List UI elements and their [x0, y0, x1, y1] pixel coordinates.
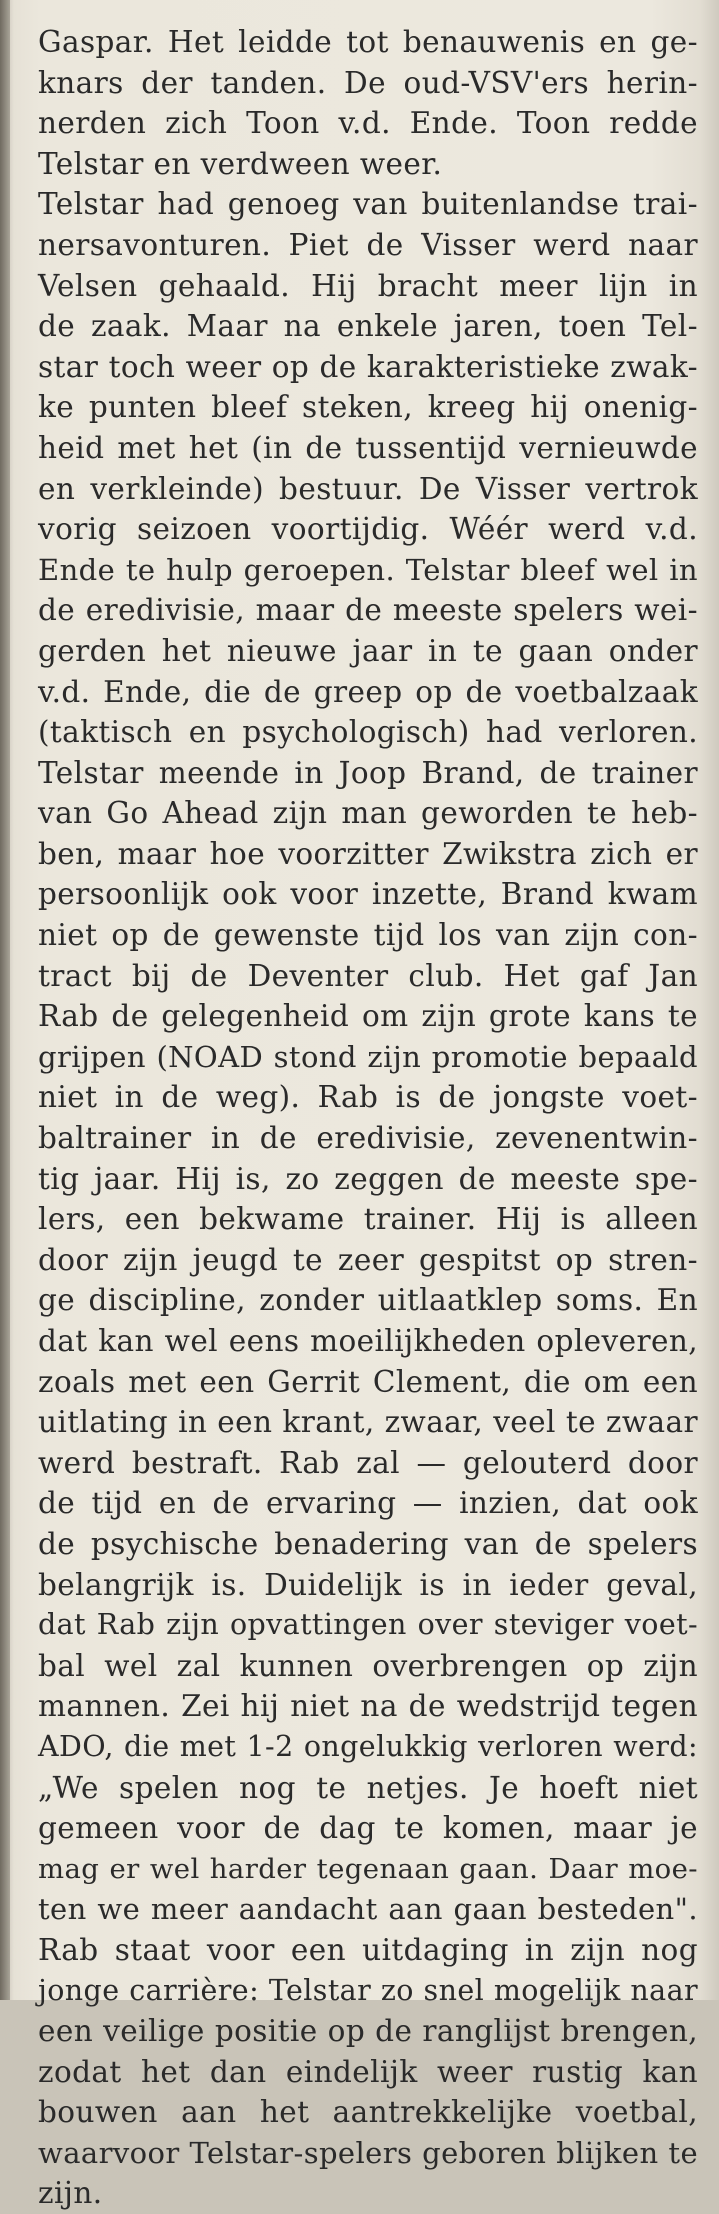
- text-line: werd bestraft. Rab zal — gelouterd door: [38, 1445, 698, 1480]
- text-line: en verkleinde) bestuur. De Visser vertrok: [38, 471, 698, 506]
- article-column: [38, 22, 698, 2214]
- text-line: mannen. Zei hij niet na de wedstrijd tegen: [38, 1689, 698, 1724]
- text-line: Telstar had genoeg van buitenlandse trai-: [38, 187, 698, 222]
- text-line: grijpen (NOAD stond zijn promotie bepaald: [38, 1039, 698, 1074]
- page-edge-shadow: [0, 0, 10, 2000]
- text-line: mag er wel harder tegenaan gaan. Daar moe-: [38, 1852, 698, 1885]
- text-line: ge discipline, zonder uitlaatklep soms. En: [38, 1283, 698, 1318]
- text-line: Telstar meende in Joop Brand, de trainer: [38, 755, 698, 790]
- text-line: de zaak. Maar na enkele jaren, toen Tel-: [38, 309, 698, 344]
- text-line: gerden het nieuwe jaar in te gaan onder: [38, 633, 698, 668]
- text-line: zijn.: [38, 2176, 103, 2211]
- text-line: v.d. Ende, die de greep op de voetbalzaak: [38, 674, 698, 709]
- text-line: niet op de gewenste tijd los van zijn con-: [38, 918, 698, 953]
- text-line: ADO, die met 1-2 ongelukkig verloren werd:: [38, 1729, 698, 1763]
- text-line: bal wel zal kunnen overbrengen op zijn: [38, 1648, 698, 1683]
- text-line: lers, een bekwame trainer. Hij is alleen: [38, 1202, 698, 1237]
- text-line: Telstar en verdween weer.: [38, 146, 443, 181]
- text-line: dat Rab zijn opvattingen over steviger voet-: [38, 1608, 698, 1642]
- text-line: baltrainer in de eredivisie, zevenentwin-: [38, 1121, 698, 1156]
- text-line: Ende te hulp geroepen. Telstar bleef wel in: [38, 552, 698, 587]
- text-line: nerden zich Toon v.d. Ende. Toon redde: [38, 106, 698, 141]
- text-line: de eredivisie, maar de meeste spelers wei-: [38, 593, 698, 628]
- text-line: belangrijk is. Duidelijk is in ieder geval,: [38, 1567, 698, 1602]
- text-line: „We spelen nog te netjes. Je hoeft niet: [38, 1770, 698, 1805]
- text-line: tig jaar. Hij is, zo zeggen de meeste spe-: [38, 1161, 698, 1196]
- text-line: Rab staat voor een uitdaging in zijn nog: [38, 1932, 698, 1967]
- text-line: zodat het dan eindelijk weer rustig kan: [38, 2054, 698, 2089]
- text-line: Gaspar. Het leidde tot benauwenis en ge-: [38, 25, 698, 59]
- text-line: persoonlijk ook voor inzette, Brand kwam: [38, 877, 698, 912]
- text-line: niet in de weg). Rab is de jongste voet-: [38, 1080, 698, 1115]
- text-line: jonge carrière: Telstar zo snel mogelijk naar: [38, 1973, 698, 2007]
- text-line: Velsen gehaald. Hij bracht meer lijn in: [38, 268, 698, 303]
- text-line: ten we meer aandacht aan gaan besteden".: [38, 1892, 698, 1927]
- text-line: zoals met een Gerrit Clement, die om een: [38, 1364, 698, 1399]
- text-line: heid met het (in de tussentijd vernieuwde: [38, 430, 698, 465]
- text-line: tract bij de Deventer club. Het gaf Jan: [38, 958, 698, 993]
- text-line: uitlating in een krant, zwaar, veel te zwaar: [38, 1405, 698, 1440]
- text-line: star toch weer op de karakteristieke zwak-: [38, 349, 698, 384]
- text-line: gemeen voor de dag te komen, maar je: [38, 1811, 698, 1846]
- text-line: de psychische benadering van de spelers: [38, 1526, 698, 1561]
- text-line: waarvoor Telstar-spelers geboren blijken te: [38, 2135, 698, 2170]
- text-line: van Go Ahead zijn man geworden te heb-: [38, 796, 698, 831]
- text-line: ke punten bleef steken, kreeg hij onenig-: [38, 390, 698, 425]
- text-line: dat kan wel eens moeilijkheden opleveren,: [38, 1324, 698, 1358]
- text-line: bouwen aan het aantrekkelijke voetbal,: [38, 2095, 698, 2130]
- text-line: de tijd en de ervaring — inzien, dat ook: [38, 1486, 698, 1521]
- text-line: ben, maar hoe voorzitter Zwikstra zich er: [38, 836, 698, 871]
- text-line: (taktisch en psychologisch) had verloren.: [38, 715, 698, 750]
- text-line: Rab de gelegenheid om zijn grote kans te: [38, 999, 698, 1034]
- text-line: nersavonturen. Piet de Visser werd naar: [38, 227, 698, 262]
- text-line: vorig seizoen voortijdig. Wéér werd v.d.: [38, 512, 698, 547]
- text-line: een veilige positie op de ranglijst brengen,: [38, 2014, 698, 2049]
- text-line: door zijn jeugd te zeer gespitst op stren-: [38, 1242, 698, 1277]
- text-line: knars der tanden. De oud-VSV'ers herin-: [38, 65, 698, 100]
